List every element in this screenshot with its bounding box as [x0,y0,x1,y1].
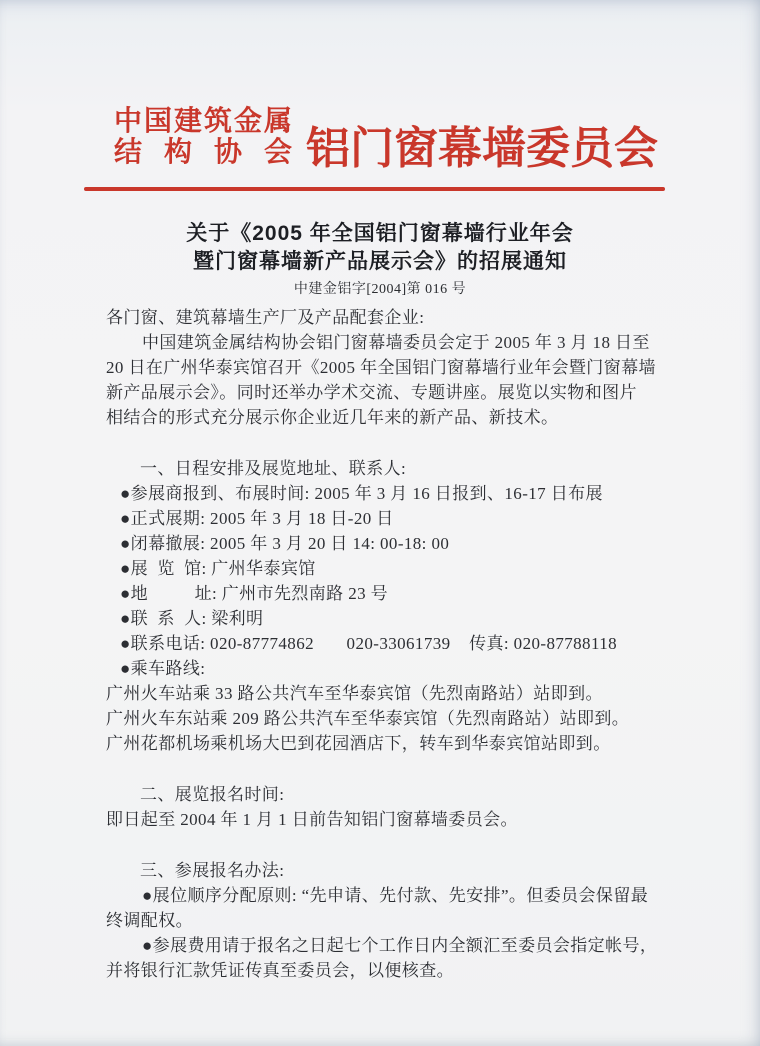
text-line: 一、日程安排及展览地址、联系人: [140,459,407,478]
letterhead-rule [84,187,665,191]
document-number: 中建金铝字[2004]第 016 号 [293,282,467,297]
text-line: 终调配权。 [106,911,193,930]
text-line: ●闭幕撤展: 2005 年 3 月 20 日 14: 00-18: 00 [120,534,450,553]
text-line: ●展 览 馆: 广州华泰宾馆 [120,559,316,578]
text-line: 相结合的形式充分展示你企业近几年来的新产品、新技术。 [106,408,559,427]
text-line: 20 日在广州华泰宾馆召开《2005 年全国铝门窗幕墙行业年会暨门窗幕墙 [106,358,656,377]
letterhead [114,106,658,173]
notice-title [0,220,760,299]
org-name-line1: 中国建筑金属 [114,106,295,137]
text-line: 三、参展报名办法: [140,861,285,880]
org-name-line2: 结构协会 [114,137,315,168]
text-line: 广州火车东站乘 209 路公共汽车至华泰宾馆（先烈南路站）站即到。 [106,709,630,728]
text-line: ●参展商报到、布展时间: 2005 年 3 月 16 日报到、16-17 日布展 [120,484,603,503]
document-body [106,305,678,983]
committee-name: 铝门窗幕墙委员会 [306,124,658,173]
text-line: 广州火车站乘 33 路公共汽车至华泰宾馆（先烈南路站）站即到。 [106,684,603,703]
text-line: ●联 系 人: 梁利明 [120,609,264,628]
text-line: ●乘车路线: [120,659,206,678]
text-line: ●展位顺序分配原则: “先申请、先付款、先安排”。但委员会保留最 [142,886,649,905]
notice-title-line2: 暨门窗幕墙新产品展示会》的招展通知 [193,250,567,273]
text-line: ●参展费用请于报名之日起七个工作日内全额汇至委员会指定帐号， [142,936,658,955]
text-line: ●联系电话: 020-87774862 020-33061739 传真: 020-87788118 [120,634,618,653]
text-line: 广州花都机场乘机场大巴到花园酒店下，转车到华泰宾馆站即到。 [106,734,611,753]
text-line: 中国建筑金属结构协会铝门窗幕墙委员会定于 2005 年 3 月 18 日至 [142,333,650,352]
text-line: 新产品展示会》。同时还举办学术交流、专题讲座。展览以实物和图片 [106,383,637,402]
notice-title-line1: 关于《2005 年全国铝门窗幕墙行业年会 [186,222,574,245]
org-name [114,106,315,168]
text-line: 各门窗、建筑幕墙生产厂及产品配套企业: [106,308,425,327]
text-line: 二、展览报名时间: [140,785,285,804]
text-line: ●正式展期: 2005 年 3 月 18 日-20 日 [120,509,394,528]
text-line: ●地 址: 广州市先烈南路 23 号 [120,584,389,603]
text-line: 并将银行汇款凭证传真至委员会，以便核查。 [106,961,454,980]
text-line: 即日起至 2004 年 1 月 1 日前告知铝门窗幕墙委员会。 [106,810,518,829]
